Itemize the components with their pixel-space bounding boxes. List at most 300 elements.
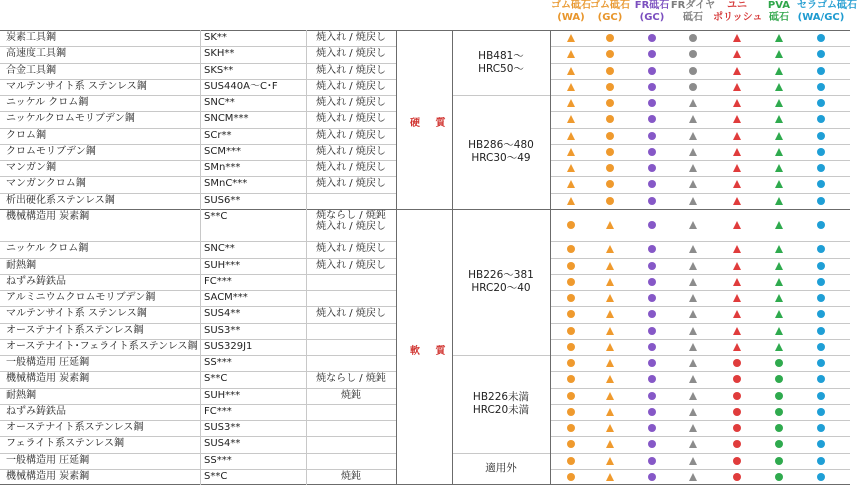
material-code: SUS329J1 <box>204 340 253 352</box>
material-name: 高速度工具鋼 <box>6 48 66 60</box>
suitability-triangle <box>606 221 614 229</box>
suitability-dot <box>648 392 656 400</box>
hardness-range <box>452 139 550 165</box>
material-code: SMnC*** <box>204 178 248 190</box>
hardness-range-line: HRC30～49 <box>471 151 531 164</box>
row-divider-marks <box>550 339 850 340</box>
material-name: ねずみ鋳鉄品 <box>6 275 66 287</box>
hardness-range <box>452 50 550 76</box>
suitability-triangle <box>606 473 614 481</box>
suitability-triangle <box>775 67 783 75</box>
table-row <box>0 323 850 339</box>
suitability-triangle <box>775 83 783 91</box>
row-divider-marks <box>550 258 850 259</box>
suitability-triangle <box>606 440 614 448</box>
table-row <box>0 46 850 62</box>
heat-treatment: 焼入れ / 焼戻し <box>316 259 386 271</box>
suitability-triangle <box>775 180 783 188</box>
suitability-dot <box>606 197 614 205</box>
heat-treatment: 焼入れ / 焼戻し <box>316 129 386 141</box>
row-divider <box>0 420 396 421</box>
material-name: マンガン鋼 <box>6 162 56 173</box>
suitability-dot <box>648 67 656 75</box>
suitability-triangle <box>689 294 697 302</box>
suitability-triangle <box>567 67 575 75</box>
row-divider <box>0 46 396 47</box>
suitability-triangle <box>689 180 697 188</box>
suitability-dot <box>817 473 825 481</box>
suitability-triangle <box>733 132 741 140</box>
suitability-triangle <box>689 424 697 432</box>
suitability-triangle <box>567 197 575 205</box>
suitability-dot <box>648 408 656 416</box>
material-code: SCM*** <box>204 145 241 157</box>
row-divider <box>0 144 396 145</box>
suitability-dot <box>567 343 575 351</box>
suitability-dot <box>733 457 741 465</box>
hardness-range-line: HRC20～40 <box>471 281 531 294</box>
row-divider <box>0 79 396 80</box>
suitability-triangle <box>689 457 697 465</box>
material-name: 合金工具鋼 <box>6 64 56 76</box>
material-name: アルミニウムクロムモリブデン鋼 <box>6 292 156 303</box>
suitability-triangle <box>606 294 614 302</box>
table-top-border <box>0 30 850 31</box>
heat-treatment: 焼入れ / 焼戻し <box>316 243 386 255</box>
suitability-dot <box>689 83 697 91</box>
suitability-dot <box>775 392 783 400</box>
row-divider-marks <box>550 420 850 421</box>
suitability-triangle <box>733 197 741 205</box>
hardness-range-line: HB286～480 <box>468 138 534 151</box>
suitability-triangle <box>606 457 614 465</box>
material-code: S**C <box>204 373 228 385</box>
material-code: SUS6** <box>204 194 241 206</box>
material-name: 一般構造用 圧延鋼 <box>6 357 90 368</box>
row-divider-marks <box>550 371 850 372</box>
suitability-dot <box>567 473 575 481</box>
material-name: ニッケル クロム鋼 <box>6 243 89 255</box>
material-name: 機械構造用 炭素鋼 <box>6 470 90 482</box>
suitability-triangle <box>733 310 741 318</box>
material-code: SNCM*** <box>204 113 249 125</box>
row-divider <box>0 160 396 161</box>
hardness-range-line: 適用外 <box>485 462 517 475</box>
suitability-dot <box>567 327 575 335</box>
suitability-triangle <box>775 327 783 335</box>
row-divider <box>0 128 396 129</box>
suitability-triangle <box>606 359 614 367</box>
material-code: SS*** <box>204 454 232 466</box>
suitability-triangle <box>689 132 697 140</box>
hard-group-label: 硬 質 <box>410 118 452 130</box>
heat-treatment-line1: 焼ならし / 焼鈍 <box>316 209 386 221</box>
suitability-dot <box>775 457 783 465</box>
suitability-dot <box>567 457 575 465</box>
hardness-range-line: HB481～ <box>478 49 524 62</box>
row-divider <box>0 111 396 112</box>
suitability-triangle <box>606 278 614 286</box>
suitability-dot <box>567 408 575 416</box>
row-divider-marks <box>550 144 850 145</box>
suitability-triangle <box>689 473 697 481</box>
suitability-dot <box>567 392 575 400</box>
suitability-triangle <box>567 50 575 58</box>
suitability-dot <box>775 473 783 481</box>
column-divider <box>306 30 307 485</box>
column-header-line2: 砥石 <box>683 12 703 23</box>
material-name: オーステナイト･フェライト系ステンレス鋼 <box>6 340 198 352</box>
material-code: SNC** <box>204 97 235 108</box>
material-name: オーステナイト系ステンレス鋼 <box>6 324 144 336</box>
row-divider <box>0 436 396 437</box>
row-divider-marks <box>550 241 850 242</box>
table-row <box>0 128 850 144</box>
material-name: ニッケルクロムモリブデン鋼 <box>6 113 135 125</box>
suitability-dot <box>648 473 656 481</box>
material-name: マルテンサイト系 ステンレス鋼 <box>6 308 147 320</box>
row-divider-marks <box>550 469 850 470</box>
column-header-line2: ポリッシュ <box>713 12 763 23</box>
suitability-triangle <box>689 164 697 172</box>
suitability-triangle <box>775 34 783 42</box>
column-header-line1: PVA <box>767 0 791 11</box>
suitability-triangle <box>689 197 697 205</box>
material-code: SUS440A～C･F <box>204 80 278 92</box>
table-row <box>0 160 850 176</box>
row-divider-marks <box>550 79 850 80</box>
material-code: SUS3** <box>204 422 241 433</box>
material-name: ねずみ鋳鉄品 <box>6 405 66 417</box>
material-name: 一般構造用 圧延鋼 <box>6 454 90 466</box>
suitability-dot <box>606 83 614 91</box>
row-divider <box>0 176 396 177</box>
material-code: SK** <box>204 32 227 43</box>
table-row <box>0 144 850 160</box>
material-name: 耐熱鋼 <box>6 259 36 271</box>
row-divider <box>0 355 396 356</box>
hardness-range <box>452 269 550 295</box>
suitability-triangle <box>775 343 783 351</box>
suitability-dot <box>648 278 656 286</box>
heat-treatment: 焼入れ / 焼戻し <box>316 48 386 60</box>
suitability-triangle <box>567 34 575 42</box>
suitability-dot <box>648 197 656 205</box>
material-name: ニッケル クロム鋼 <box>6 97 89 108</box>
suitability-dot <box>567 278 575 286</box>
suitability-triangle <box>733 327 741 335</box>
column-divider <box>396 30 397 485</box>
table-row <box>0 371 850 387</box>
material-code: SUH*** <box>204 389 241 401</box>
suitability-triangle <box>775 115 783 123</box>
row-divider-marks <box>550 290 850 291</box>
suitability-triangle <box>606 327 614 335</box>
suitability-triangle <box>606 262 614 270</box>
row-divider-marks <box>550 388 850 389</box>
row-divider <box>0 95 396 96</box>
row-divider-marks <box>550 436 850 437</box>
column-header-line1: FRダイヤ <box>670 0 716 11</box>
suitability-dot <box>817 343 825 351</box>
suitability-dot <box>648 327 656 335</box>
material-code: SS*** <box>204 357 232 368</box>
suitability-triangle <box>733 164 741 172</box>
column-header <box>586 0 634 30</box>
material-name: オーステナイト系ステンレス鋼 <box>6 422 144 433</box>
row-divider-marks <box>550 404 850 405</box>
suitability-dot <box>817 83 825 91</box>
table-row <box>0 241 850 257</box>
column-header-line1: FR砥石 <box>634 0 670 11</box>
suitability-triangle <box>689 408 697 416</box>
heat-treatment: 焼鈍 <box>341 470 361 482</box>
column-divider <box>550 30 551 485</box>
suitability-triangle <box>606 343 614 351</box>
row-divider <box>0 404 396 405</box>
suitability-dot <box>606 132 614 140</box>
suitability-triangle <box>689 148 697 156</box>
suitability-triangle <box>775 99 783 107</box>
material-code: SUS4** <box>204 438 241 450</box>
suitability-triangle <box>733 148 741 156</box>
suitability-triangle <box>689 99 697 107</box>
suitability-triangle <box>606 408 614 416</box>
material-code: SUS4** <box>204 308 241 320</box>
table-row <box>0 355 850 371</box>
suitability-triangle <box>733 221 741 229</box>
row-divider <box>0 63 396 64</box>
suitability-dot <box>567 262 575 270</box>
suitability-triangle <box>775 278 783 286</box>
column-header-line1: ゴム砥石 <box>551 0 591 11</box>
suitability-triangle <box>689 262 697 270</box>
suitability-triangle <box>733 50 741 58</box>
column-header-line2: 砥石 <box>769 12 789 23</box>
suitability-triangle <box>567 148 575 156</box>
material-name: 炭素工具鋼 <box>6 32 56 43</box>
suitability-triangle <box>689 310 697 318</box>
row-divider-marks <box>550 95 850 96</box>
table-bottom-border <box>0 484 850 485</box>
material-code: SNC** <box>204 243 235 255</box>
row-divider <box>0 209 396 210</box>
row-divider <box>0 388 396 389</box>
hardness-range-line: HB226～381 <box>468 268 534 281</box>
suitability-triangle <box>733 34 741 42</box>
heat-treatment: 焼入れ / 焼戻し <box>316 113 386 125</box>
suitability-dot <box>733 392 741 400</box>
suitability-triangle <box>733 115 741 123</box>
table-row <box>0 436 850 452</box>
row-divider-marks <box>550 453 850 454</box>
suitability-triangle <box>733 278 741 286</box>
suitability-triangle <box>606 424 614 432</box>
table-row <box>0 79 850 95</box>
row-divider-marks <box>550 323 850 324</box>
material-code: SUS3** <box>204 324 241 336</box>
material-name: 耐熱鋼 <box>6 389 36 401</box>
suitability-triangle <box>606 245 614 253</box>
heat-treatment: 焼入れ / 焼戻し <box>316 145 386 157</box>
material-code: S**C <box>204 210 228 222</box>
suitability-triangle <box>689 392 697 400</box>
suitability-dot <box>817 132 825 140</box>
row-divider <box>0 290 396 291</box>
row-divider-marks <box>550 128 850 129</box>
table-row <box>0 274 850 290</box>
material-code: FC*** <box>204 405 232 417</box>
suitability-triangle <box>733 294 741 302</box>
material-name: クロムモリブデン鋼 <box>6 145 96 157</box>
material-code: SKH** <box>204 48 235 60</box>
hardness-range-line: HB226未満 <box>472 390 530 403</box>
suitability-triangle <box>567 99 575 107</box>
suitability-dot <box>817 197 825 205</box>
material-code: S**C <box>204 470 228 482</box>
row-divider <box>0 469 396 470</box>
material-name: 析出硬化系ステンレス鋼 <box>6 194 115 206</box>
suitability-triangle <box>689 221 697 229</box>
row-divider <box>0 241 396 242</box>
material-code: FC*** <box>204 275 232 287</box>
suitability-triangle <box>689 327 697 335</box>
hardness-range <box>452 391 550 417</box>
suitability-triangle <box>733 262 741 270</box>
suitability-triangle <box>689 245 697 253</box>
table-row <box>0 193 850 209</box>
suitability-triangle <box>689 359 697 367</box>
suitability-dot <box>775 408 783 416</box>
suitability-triangle <box>775 221 783 229</box>
column-header <box>669 0 717 30</box>
row-divider <box>0 339 396 340</box>
row-divider <box>0 453 396 454</box>
suitability-dot <box>817 148 825 156</box>
suitability-triangle <box>775 294 783 302</box>
suitability-dot <box>817 327 825 335</box>
suitability-triangle <box>733 99 741 107</box>
table-row <box>0 63 850 79</box>
table-row <box>0 469 850 485</box>
soft-group-label: 軟 質 <box>410 345 452 357</box>
material-name: フェライト系ステンレス鋼 <box>6 438 124 450</box>
suitability-dot <box>689 67 697 75</box>
material-code: SKS** <box>204 64 234 76</box>
hardness-range <box>452 462 550 475</box>
column-header <box>713 0 761 30</box>
heat-treatment: 焼入れ / 焼戻し <box>316 178 386 190</box>
row-divider <box>0 274 396 275</box>
row-divider <box>0 371 396 372</box>
suitability-dot <box>606 67 614 75</box>
row-divider <box>0 323 396 324</box>
column-header-line1: ゴム砥石 <box>590 0 630 11</box>
row-divider <box>0 193 396 194</box>
suitability-dot <box>817 262 825 270</box>
suitability-dot <box>648 343 656 351</box>
column-header-line2: (GC) <box>597 12 623 23</box>
table-row <box>0 290 850 306</box>
suitability-triangle <box>775 132 783 140</box>
suitability-triangle <box>775 310 783 318</box>
suitability-triangle <box>775 50 783 58</box>
material-name: 機械構造用 炭素鋼 <box>6 210 90 222</box>
suitability-dot <box>817 278 825 286</box>
column-header-line1: ユニ <box>727 0 747 11</box>
suitability-dot <box>817 221 825 229</box>
table-row <box>0 30 850 46</box>
row-divider <box>0 306 396 307</box>
suitability-triangle <box>689 115 697 123</box>
suitability-dot <box>817 408 825 416</box>
heat-treatment: 焼入れ / 焼戻し <box>316 97 386 108</box>
suitability-triangle <box>733 83 741 91</box>
suitability-triangle <box>733 180 741 188</box>
column-divider <box>200 30 201 485</box>
table-row <box>0 388 850 404</box>
column-header-line2: (WA/GC) <box>797 12 845 23</box>
material-code: SCr** <box>204 129 232 141</box>
suitability-triangle <box>775 148 783 156</box>
heat-treatment: 焼入れ / 焼戻し <box>316 80 386 92</box>
suitability-triangle <box>775 197 783 205</box>
material-name: マルテンサイト系 ステンレス鋼 <box>6 80 147 92</box>
table-row <box>0 209 850 232</box>
suitability-triangle <box>733 245 741 253</box>
suitability-triangle <box>733 343 741 351</box>
hardness-divider <box>452 95 550 96</box>
row-divider-marks <box>550 160 850 161</box>
row-divider-marks <box>550 274 850 275</box>
suitability-triangle <box>689 375 697 383</box>
hardness-range-line: HRC20未満 <box>472 403 530 416</box>
suitability-triangle <box>567 132 575 140</box>
heat-treatment: 焼鈍 <box>341 389 361 401</box>
row-divider-marks <box>550 176 850 177</box>
heat-treatment: 焼入れ / 焼戻し <box>316 308 386 320</box>
suitability-triangle <box>567 164 575 172</box>
heat-treatment-line2: 焼入れ / 焼戻し <box>316 220 386 232</box>
hardness-divider <box>452 209 550 210</box>
suitability-dot <box>648 148 656 156</box>
material-code: SACM*** <box>204 292 248 303</box>
table-row <box>0 176 850 192</box>
group-divider <box>396 209 452 210</box>
hardness-divider <box>452 355 550 356</box>
column-header-line1: セラゴム砥石 <box>797 0 857 11</box>
suitability-triangle <box>606 310 614 318</box>
suitability-dot <box>648 83 656 91</box>
suitability-triangle <box>775 245 783 253</box>
suitability-dot <box>648 221 656 229</box>
heat-treatment: 焼入れ / 焼戻し <box>316 162 386 173</box>
material-name: 機械構造用 炭素鋼 <box>6 373 90 385</box>
material-name: クロム鋼 <box>6 129 46 141</box>
material-code: SUH*** <box>204 259 241 271</box>
suitability-dot <box>648 457 656 465</box>
suitability-triangle <box>567 180 575 188</box>
suitability-dot <box>606 148 614 156</box>
column-divider <box>452 30 453 485</box>
column-header-line2: (WA) <box>557 12 585 23</box>
table-row <box>0 306 850 322</box>
suitability-dot <box>733 473 741 481</box>
suitability-triangle <box>775 262 783 270</box>
column-header <box>797 0 857 30</box>
row-divider-marks <box>550 46 850 47</box>
heat-treatment <box>308 209 394 243</box>
